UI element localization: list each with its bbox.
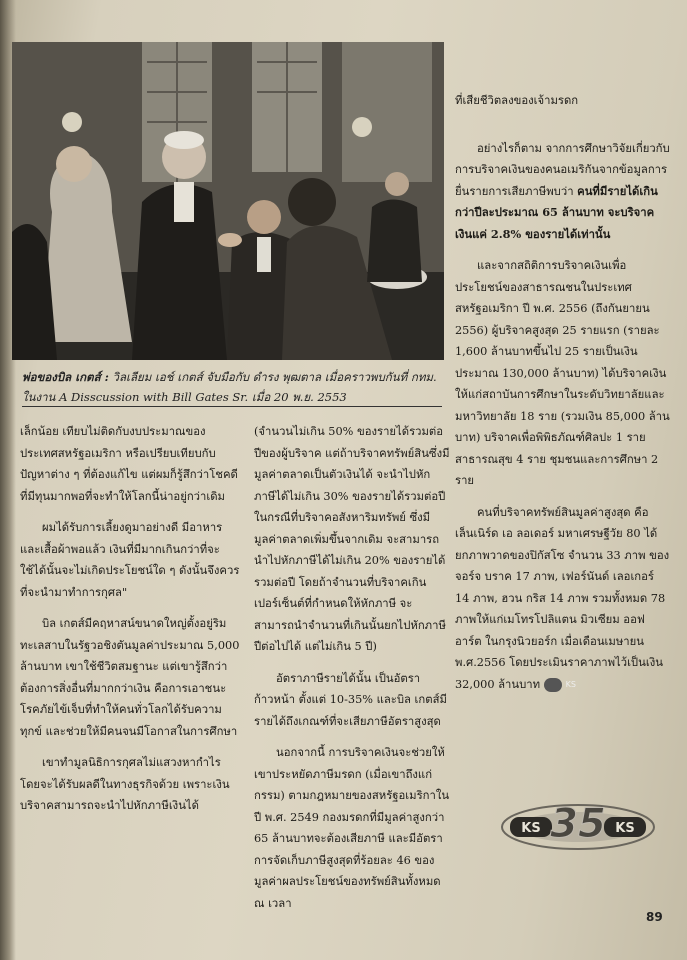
col1-paragraph-4: เขาทำมูลนิธิการกุศลไม่แสวงหากำไร โดยจะได้รับผลดีในทางธุรกิจด้วย เพราะเงินบริจาคสามารถจะนำไปหักภาษีเงินได้: [20, 756, 230, 812]
event-photo: [12, 42, 444, 360]
ks-35-logo: [498, 787, 658, 857]
caption-label: พ่อของบิล เกตส์ :: [22, 370, 109, 384]
logo-left-text: KS: [521, 821, 541, 836]
col1-paragraph-2: ผมได้รับการเลี้ยงดูมาอย่างดี มีอาหารและเสื้อผ้าพอแล้ว เงินที่มีมากเกินกว่าที่จะใช้ได้นั้นจะไม่เกิดประโยชน์ใด ๆ ดังนั้นจึงควรที่จะนำมาทำการกุศล": [20, 521, 240, 599]
photo-caption: [22, 367, 447, 407]
photo-illustration: [12, 42, 444, 360]
end-mark-icon: KS: [544, 678, 562, 692]
text-column-3: [455, 90, 670, 705]
text-column-1: [20, 421, 242, 827]
col3-paragraph-3-text: คนที่บริจาคทรัพย์สินมูลค่าสูงสุด คือ เล็นเนิร์ด เอ ลอเดอร์ มหาเศรษฐีวัย 80 ได้ยกภาพวาดของปิกัสโซ จำนวน 33 ภาพ ของจอร์จ บราค 17 ภาพ, เฟอร์นันด์ เลอเกอร์ 14 ภาพ, ฮวน กริส 14 ภาพ รวมทั้งหมด 78 ภาพให้แก่เมโทรโปลิแตน มิวเซียม ออฟ อาร์ต ในกรุงนิวยอร์ก เมื่อเดือนเมษายน พ.ศ.2556 โดยประเมินราคาภาพไว้เป็นเงิน 32,000 ล้านบาท: [455, 505, 670, 691]
col2-paragraph-3: นอกจากนี้ การบริจาคเงินจะช่วยให้เขาประหยัดภาษีมรดก (เมื่อเขาถึงแก่กรรม) ตามกฎหมายของสหรัฐอเมริกาในปี พ.ศ. 2549 กองมรดกที่มีมูลค่าสูงกว่า 65 ล้านบาทจะต้องเสียภาษี และมีอัตราการจัดเก็บภาษีสูงสุดที่ร้อยละ 46 ของมูลค่าผลประโยชน์ของทรัพย์สินทั้งหมด ณ เวลา: [254, 746, 450, 910]
logo-number: 35: [550, 801, 606, 847]
col1-paragraph-1: เล็กน้อย เทียบไม่ติดกับงบประมาณของประเทศสหรัฐอเมริกา หรือเปรียบเทียบกับปัญหาต่าง ๆ ที่ต้องแก้ไข แต่ผมก็รู้สึกว่าโชคดีที่มีทุนมากพอที่จะทำให้โลกนี้น่าอยู่กว่าเดิม: [20, 425, 238, 503]
page-number: 89: [646, 910, 663, 924]
caption-text: วิลเลียม เอช์ เกตส์ จับมือกับ ดำรง พุฒตาล เมื่อคราวพบกันที่ กทม. ในงาน A Disscussion with Bill Gates Sr. เมื่อ 20 พ.ย. 2553: [22, 370, 437, 404]
col2-paragraph-1: (จำนวนไม่เกิน 50% ของรายได้รวมต่อปีของผู้บริจาค แต่ถ้าบริจาคทรัพย์สินซึ่งมีมูลค่าตลาดเป็นตัวเงินได้ จะนำไปหักภาษีได้ไม่เกิน 30% ของรายได้รวมต่อปี ในกรณีที่บริจาคอสังหาริมทรัพย์ ซึ่งมีมูลค่าตลาดเพิ่มขึ้นจากเดิม จะสามารถนำไปหักภาษีได้ไม่เกิน 20% ของรายได้รวมต่อปี โดยถ้าจำนวนที่บริจาคเกินเปอร์เซ็นต์ที่กำหนดให้หักภาษี จะสามารถนำจำนวนที่เกินนั้นยกไปหักภาษีปีต่อไปได้ แต่ไม่เกิน 5 ปี): [254, 425, 450, 653]
logo-right-text: KS: [615, 821, 635, 836]
col1-paragraph-3: บิล เกตส์มีคฤหาสน์ขนาดใหญ่ตั้งอยู่ริมทะเลสาบในรัฐวอชิงตันมูลค่าประมาณ 5,000 ล้านบาท เขาใช้ชีวิตสมฐานะ แต่เขารู้สึกว่าต้องการสิ่งอื่นที่มากกว่าเงิน คือการเอาชนะโรคภัยไข้เจ็บที่ทำให้คนทั่วโลกได้รับความทุกข์ และช่วยให้มีคนจนมีโอกาสในการศึกษา: [20, 617, 240, 738]
caption-divider: [22, 406, 442, 407]
col3-paragraph-2: และจากสถิติการบริจาคเงินเพื่อประโยชน์ของสาธารณชนในประเทศสหรัฐอเมริกา ปี พ.ศ. 2556 (ถึงกันยายน 2556) ผู้บริจาคสูงสุด 25 รายแรก (รายละ 1,600 ล้านบาทขึ้นไป 25 รายเป็นเงินประมาณ 130,000 ล้านบาท) ได้บริจาคเงินให้แก่สถาบันการศึกษาในระดับวิทยาลัยและมหาวิทยาลัย 18 ราย (รวมเงิน 85,000 ล้านบาท) บริจาคเพื่อพิพิธภัณฑ์ศิลปะ 1 ราย สาธารณสุข 4 ราย ชุมชนและการศึกษา 2 ราย: [455, 259, 670, 487]
bleed-through-text: [462, 745, 662, 781]
col3-paragraph-0: ที่เสียชีวิตลงของเจ้ามรดก: [455, 94, 579, 107]
col2-paragraph-2: อัตราภาษีรายได้นั้น เป็นอัตราก้าวหน้า ตั้งแต่ 10-35% และบิล เกตส์มีรายได้ถึงเกณฑ์ที่จะเสียภาษีอัตราสูงสุด: [254, 671, 447, 728]
col3-paragraph-1-text: อย่างไรก็ตาม จากการศึกษาวิจัยเกี่ยวกับการบริจาคเงินของคนอเมริกันจากข้อมูลการยื่นรายการเสียภาษีพบว่า: [455, 141, 670, 198]
col3-paragraph-1: [455, 138, 670, 246]
col3-highlight: คนที่มีรายได้เกินกว่าปีละประมาณ 65 ล้านบาท จะบริจาคเงินแค่ 2.8% ของรายได้เท่านั้น: [455, 183, 658, 241]
col3-paragraph-3: [455, 502, 670, 696]
text-column-2: [254, 421, 450, 924]
